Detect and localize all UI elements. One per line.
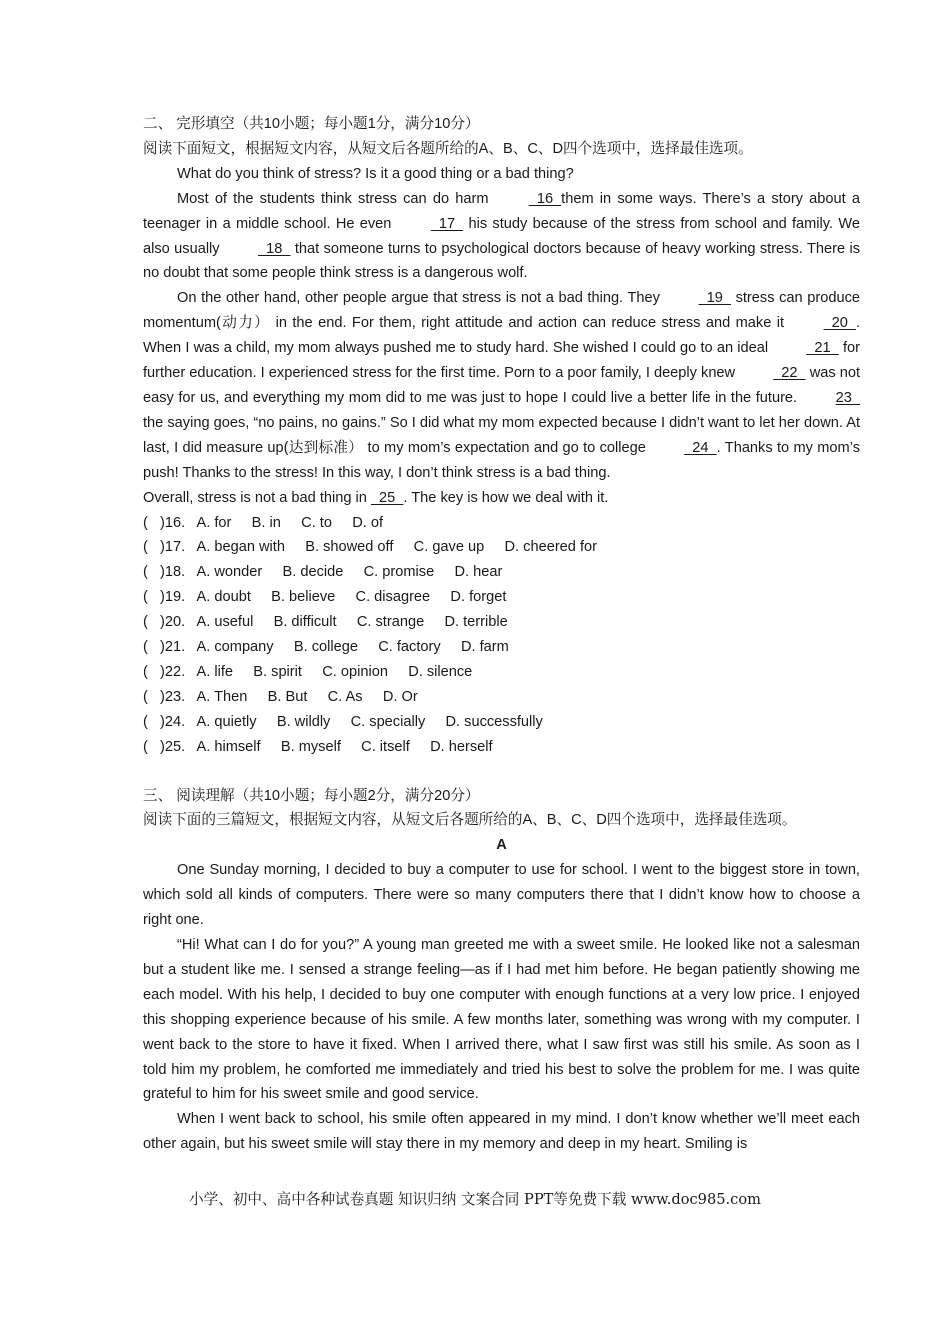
option-row-17: ( )17. A. began with B. showed off C. gave up D. cheered for [143,539,597,556]
reading-paragraph-2: “Hi! What can I do for you?” A young man greeted me with a sweet smile. He looked like not a salesman but a student like me. I sensed a strange feeling—as if I had met him before. He began patiently showing me each model. With his help, I decided to buy one computer with enough functions at a very low price. I enjoyed this shopping experience because of his smile. A few months later, something was wrong with my computer. I went back to the store to have it fixed. When I arrived there, what I saw first was still his smile. As soon as I told him my problem, he comforted me immediately and tried his best to solve the problem for me. I was quite grateful to him for his sweet smile and good service. [143,937,860,1103]
blank-19: 19 [698,290,731,307]
passage-label: A [496,837,507,854]
reading-paragraph-3: When I went back to school, his smile often appeared in my mind. I don’t know whether we’ll meet each other again, but his sweet smile will stay there in my memory and deep in my heart. Smiling is [143,1111,860,1153]
blank-25: 25 [370,489,404,506]
option-row-16: ( )16. A. for B. in C. to D. of [143,514,384,531]
section3-instruction: 阅读下面的三篇短文，根据短文内容，从短文后各题所给的A、B、C、D四个选项中，选择最佳选项。 [143,812,797,829]
section2-title: 二、 完形填空（共10小题；每小题1分，满分10分） [143,116,480,132]
exam-page [143,112,860,1157]
option-row-21: ( )21. A. company B. college C. factory D. farm [143,639,509,656]
page-footer: 小学、初中、高中各种试卷真题 知识归纳 文案合同 PPT等免费下载 www.doc985.com [189,1191,761,1208]
cloze-question: What do you think of stress? Is it a good thing or a bad thing? [177,165,574,182]
section3-title: 三、 阅读理解（共10小题；每小题2分，满分20分） [143,787,480,804]
blank-18: 18 [258,240,291,257]
blank-21: 21 [806,340,839,357]
cloze-options [143,511,860,760]
blank-17: 17 [430,215,464,232]
blank-23: 23 [835,389,860,406]
option-row-18: ( )18. A. wonder B. decide C. promise D. hear [143,564,503,581]
reading-paragraph-1: One Sunday morning, I decided to buy a computer to use for school. I went to the biggest store in town, which sold all kinds of computers. There were so many computers there that I didn’t know how to choose a right one. [143,862,860,929]
option-row-22: ( )22. A. life B. spirit C. opinion D. silence [143,663,473,680]
option-row-25: ( )25. A. himself B. myself C. itself D. herself [143,738,493,755]
blank-22: 22 [773,365,806,382]
section2-instruction: 阅读下面短文，根据短文内容，从短文后各题所给的A、B、C、D四个选项中，选择最佳选项。 [143,140,753,157]
blank-24: 24 [684,439,717,456]
blank-20: 20 [823,315,856,332]
blank-16: 16 [528,190,562,207]
option-row-20: ( )20. A. useful B. difficult C. strange D. terrible [143,614,508,631]
cloze-paragraph-1: Most of the students think stress can do harm 16 them in some ways. There’s a story about a teenager in a middle school. He even 17 his study because of the stress from school and family. We also usually 18 that someone turns to psychological doctors because of heavy working stress. There is no doubt that some people think stress is a dangerous wolf. [143,187,860,287]
option-row-23: ( )23. A. Then B. But C. As D. Or [143,688,418,705]
option-row-24: ( )24. A. quietly B. wildly C. specially D. successfully [143,713,543,730]
cloze-paragraph-2: On the other hand, other people argue that stress is not a bad thing. They 19 stress can produce momentum(动力） in the end. For them, right attitude and action can reduce stress and make it 20 . When I was a child, my mom always pushed me to study hard. She wished I could go to an ideal 21 for further education. I experienced stress for the first time. Porn to a poor family, I deeply knew 22 was not easy for us, and everything my mom did to me was just to hope I could live a better life in the future. 23 the saying goes, “no pains, no gains.” So I did what my mom expected because I didn’t want to let her down. At last, I did measure up(达到标准） to my mom’s expectation and go to college 24 . Thanks to my mom’s push! Thanks to the stress! In this way, I don’t think stress is a bad thing. [143,286,860,485]
cloze-paragraph-3: Overall, stress is not a bad thing in 25 . The key is how we deal with it. [143,486,860,511]
option-row-19: ( )19. A. doubt B. believe C. disagree D. forget [143,589,507,606]
